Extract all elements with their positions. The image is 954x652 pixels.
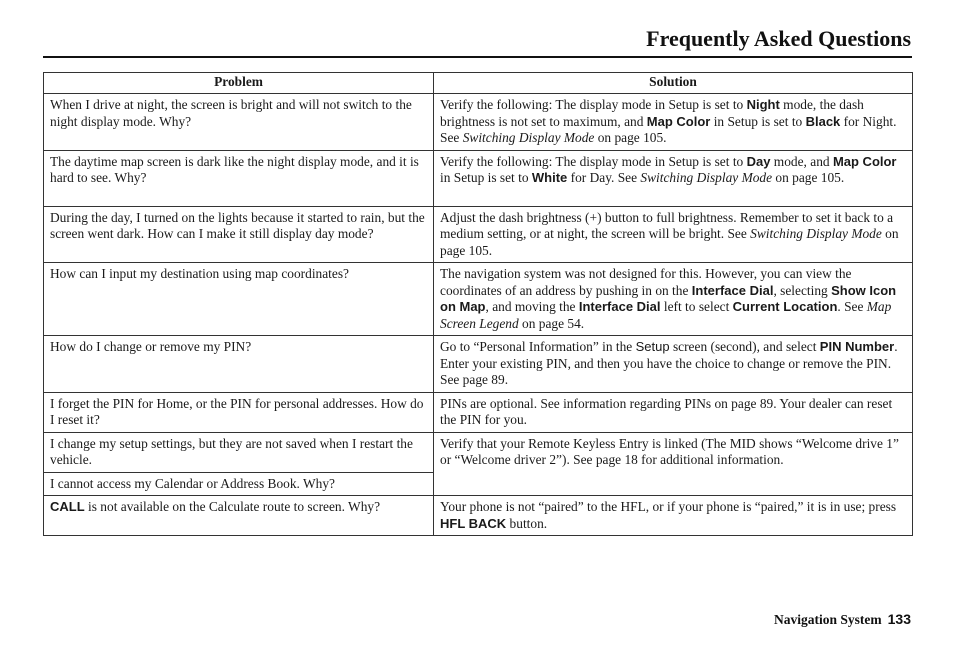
solution-cell (434, 94, 913, 151)
solution-cell (434, 392, 913, 432)
text-segment: CALL (50, 499, 85, 514)
text-segment: The daytime map screen is dark like the night display mode, and it is hard to see. Why? (50, 153, 419, 185)
text-segment: on page 105. (440, 226, 899, 258)
text-segment: . Enter your existing PIN, and then you have the choice to change or remove the PIN. See page 89. (440, 339, 898, 387)
faq-table (43, 72, 913, 536)
solution-cell (434, 263, 913, 336)
footer-section-label: Navigation System (774, 612, 882, 627)
text-segment: PINs are optional. See information regarding PINs on page 89. Your dealer can reset the PIN for you. (440, 395, 893, 427)
text-segment: Show Icon on Map (440, 282, 897, 314)
text-segment: , selecting (773, 282, 832, 298)
text-segment: Go to “Personal Information” in the (440, 339, 636, 354)
column-header-solution: Solution (434, 73, 913, 94)
problem-cell (44, 150, 434, 206)
text-segment: Map Color (646, 113, 711, 129)
text-segment: in Setup is set to (440, 170, 532, 185)
text-segment: Verify that your Remote Keyless Entry is linked (The MID shows “Welcome drive 1” or “Welcome driver 2”). See page 18 for additional information. (440, 435, 899, 467)
title-rule (43, 56, 912, 58)
text-segment: Day (746, 153, 771, 169)
text-segment: Switching Display Mode (462, 130, 595, 145)
text-segment: During the day, I turned on the lights because it started to rain, but the screen went dark. How can I make it still display day mode? (50, 209, 425, 241)
page-footer (774, 611, 911, 628)
table-row (44, 392, 913, 432)
problem-cell (44, 392, 434, 432)
table-row (44, 150, 913, 206)
text-segment: Map Color (832, 153, 897, 169)
text-segment: on page 105. (594, 130, 667, 145)
text-segment: Verify the following: The display mode in Setup is set to (440, 153, 747, 169)
text-segment: , and moving the (485, 299, 579, 314)
table-row (44, 263, 913, 336)
solution-cell (434, 496, 913, 536)
problem-cell (44, 263, 434, 336)
faq-table-body (44, 94, 913, 536)
text-segment: Adjust the dash brightness (+) button to full brightness. Remember to set it back to a medium setting, or at night, the screen will be bright. See (440, 209, 894, 241)
solution-cell (434, 336, 913, 393)
text-segment: The navigation system was not designed for this. However, you can view the coordinates of an address by pushing in on the (440, 266, 852, 298)
problem-cell (44, 336, 434, 393)
text-segment: Interface Dial (578, 299, 661, 314)
page-title: Frequently Asked Questions (646, 26, 911, 51)
text-segment: When I drive at night, the screen is bright and will not switch to the night display mode. Why? (50, 97, 412, 129)
text-segment: Black (805, 113, 841, 129)
text-segment: White (531, 170, 568, 185)
text-segment: How can I input my destination using map coordinates? (50, 266, 349, 281)
text-segment: in Setup is set to (710, 113, 806, 129)
text-segment: Verify the following: The display mode in Setup is set to (440, 97, 747, 112)
text-segment: on page 54. (518, 315, 585, 331)
text-segment: on page 105. (772, 170, 845, 185)
text-segment: for Day. See (567, 170, 641, 185)
text-segment: How do I change or remove my PIN? (50, 339, 252, 354)
text-segment: I cannot access my Calendar or Address Book. Why? (50, 475, 335, 491)
text-segment: for Night. See (440, 113, 897, 145)
page-number: 133 (887, 611, 911, 627)
text-segment: left to select (660, 299, 733, 314)
table-row (44, 432, 913, 472)
text-segment: HFL BACK (440, 515, 507, 531)
problem-cell (44, 94, 434, 151)
table-row (44, 496, 913, 536)
problem-cell (44, 496, 434, 536)
solution-cell (434, 150, 913, 206)
problem-cell (44, 472, 434, 496)
solution-cell (434, 206, 913, 263)
problem-cell (44, 432, 434, 472)
text-segment: Setup (635, 339, 670, 354)
solution-cell (434, 432, 913, 496)
table-row (44, 206, 913, 263)
text-segment: button. (506, 515, 548, 531)
text-segment: Switching Display Mode (750, 226, 882, 241)
text-segment: Current Location (732, 299, 838, 314)
text-segment: PIN Number (819, 339, 895, 354)
text-segment: Switching Display Mode (640, 170, 773, 185)
table-row (44, 94, 913, 151)
text-segment: Night (746, 97, 780, 112)
column-header-problem: Problem (44, 73, 434, 94)
text-segment: is not available on the Calculate route to screen. Why? (84, 499, 381, 514)
text-segment: mode, the dash brightness is not set to maximum, and (440, 97, 864, 129)
text-segment: screen (second), and select (669, 339, 820, 354)
text-segment: Your phone is not “paired” to the HFL, or if your phone is “paired,” it is in use; press (440, 499, 897, 514)
text-segment: I forget the PIN for Home, or the PIN for personal addresses. How do I reset it? (50, 395, 424, 427)
table-row (44, 336, 913, 393)
text-segment: mode, and (770, 153, 833, 169)
text-segment: Map Screen Legend (440, 299, 892, 331)
text-segment: Interface Dial (691, 282, 774, 298)
table-header-row (44, 73, 913, 94)
text-segment: I change my setup settings, but they are not saved when I restart the vehicle. (50, 435, 413, 467)
problem-cell (44, 206, 434, 263)
text-segment: . See (837, 299, 867, 314)
